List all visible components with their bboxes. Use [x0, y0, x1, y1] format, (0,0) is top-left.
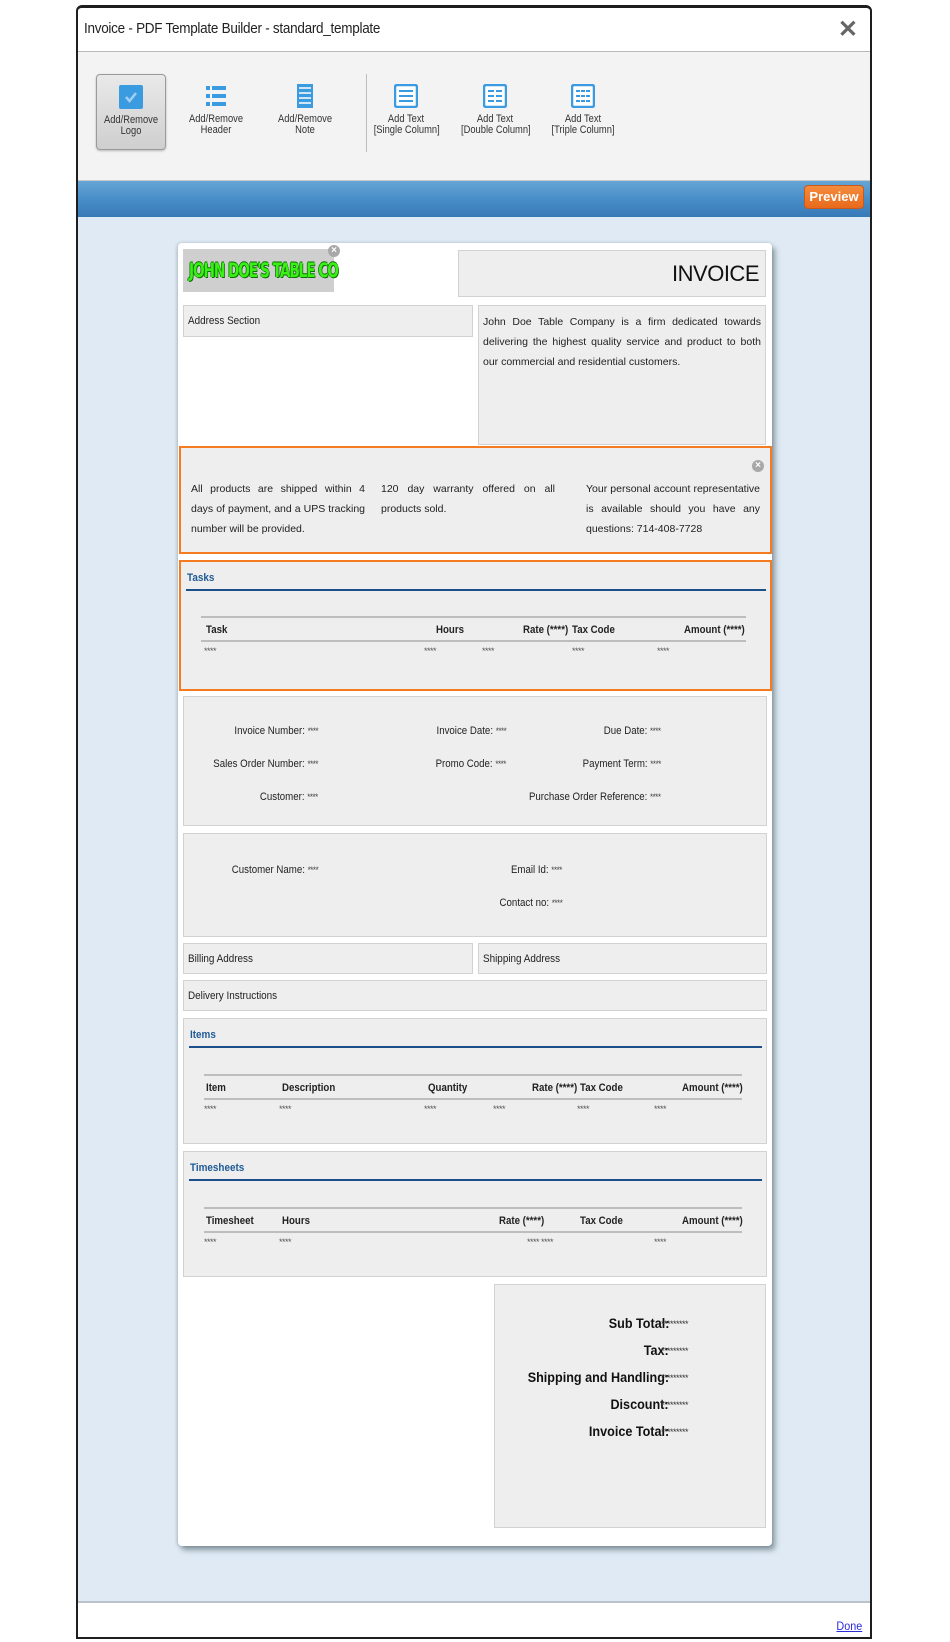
- totals-block[interactable]: [494, 1284, 766, 1528]
- remove-logo-icon[interactable]: ×: [328, 245, 340, 257]
- cell: ****: [482, 646, 495, 656]
- field-purchase-order-reference: Purchase Order Reference: ****: [529, 791, 661, 803]
- remove-note-icon[interactable]: ×: [752, 460, 764, 472]
- table-top-rule: [204, 1207, 742, 1209]
- toolbar-separator: [366, 74, 367, 152]
- add-remove-header-button[interactable]: [181, 74, 251, 150]
- single-column-icon: [394, 84, 418, 108]
- tool-label: Add/Remove: [188, 113, 244, 125]
- action-bar: [78, 181, 870, 217]
- col-header-rate: Rate (****): [532, 1082, 578, 1094]
- tool-label: Add Text: [476, 113, 514, 125]
- total-value-discount: *********: [661, 1400, 689, 1410]
- table-top-rule: [204, 1074, 742, 1076]
- timesheets-block[interactable]: [183, 1151, 767, 1277]
- col-header-amount: Amount (****): [682, 1082, 743, 1094]
- total-label-discount: Discount:: [610, 1396, 669, 1412]
- address-section[interactable]: [183, 305, 473, 337]
- section-rule: [189, 1046, 762, 1048]
- col-header-quantity: Quantity: [428, 1082, 468, 1094]
- col-header-item: Item: [206, 1082, 226, 1094]
- field-customer: Customer: ****: [260, 791, 318, 803]
- timesheets-title: Timesheets: [190, 1162, 245, 1174]
- col-header-description: Description: [282, 1082, 336, 1094]
- cell: ****: [204, 1104, 217, 1114]
- field-customer-name: Customer Name: ****: [231, 864, 318, 876]
- done-link[interactable]: Done: [836, 1619, 863, 1633]
- table-header-rule: [204, 1098, 742, 1100]
- add-text-triple-column-button[interactable]: [543, 74, 623, 150]
- preview-button[interactable]: Preview: [804, 185, 864, 209]
- total-value-tax: *********: [661, 1346, 689, 1356]
- note-icon: [293, 84, 317, 108]
- cell: **** ****: [527, 1237, 554, 1247]
- add-remove-logo-button[interactable]: [96, 74, 166, 150]
- field-invoice-date: Invoice Date: ****: [436, 725, 506, 737]
- col-header-tax-code: Tax Code: [580, 1082, 623, 1094]
- cell: ****: [204, 646, 217, 656]
- about-text: John Doe Table Company is a firm dedicated towards delivering the highest quality service and product to both our commercial and residential customers.: [483, 316, 761, 368]
- billing-address-label: Billing Address: [188, 953, 253, 965]
- col-header-tax-code: Tax Code: [572, 624, 615, 636]
- invoice-page: [178, 243, 772, 1546]
- delivery-instructions-label: Delivery Instructions: [188, 990, 278, 1002]
- col-header-hours: Hours: [436, 624, 464, 636]
- total-value-sub-total: *********: [661, 1319, 689, 1329]
- add-remove-note-button[interactable]: [270, 74, 340, 150]
- address-section-label: Address Section: [188, 315, 261, 327]
- field-due-date: Due Date: ****: [604, 725, 661, 737]
- field-email-id: Email Id: ****: [511, 864, 562, 876]
- add-text-single-column-button[interactable]: [368, 74, 444, 150]
- col-header-rate: Rate (****): [523, 624, 569, 636]
- tasks-title: Tasks: [187, 572, 215, 584]
- col-header-hours: Hours: [282, 1215, 310, 1227]
- delivery-instructions-block[interactable]: [183, 980, 767, 1011]
- items-title: Items: [190, 1029, 216, 1041]
- billing-address-block[interactable]: [183, 943, 473, 974]
- tool-label: Add Text: [387, 113, 425, 125]
- cell: ****: [654, 1104, 667, 1114]
- close-icon[interactable]: ✕: [837, 16, 858, 43]
- cell: ****: [204, 1237, 217, 1247]
- section-rule: [189, 1179, 762, 1181]
- tool-label: Add/Remove: [103, 114, 159, 126]
- col-header-rate: Rate (****): [499, 1215, 545, 1227]
- field-sales-order-number: Sales Order Number: ****: [213, 758, 318, 770]
- add-text-double-column-button[interactable]: [455, 74, 535, 150]
- note-column-3: Your personal account representative is available should you have any questions: 714-408-7728: [586, 483, 760, 535]
- pdf-template-builder-dialog: [76, 5, 872, 1639]
- checkbox-checked-icon: [119, 85, 143, 109]
- cell: ****: [279, 1104, 292, 1114]
- tasks-block[interactable]: [179, 560, 772, 691]
- header-block[interactable]: [458, 250, 766, 297]
- logo-block[interactable]: [183, 249, 338, 292]
- total-label-shipping-handling: Shipping and Handling:: [527, 1369, 669, 1385]
- tool-label: Header: [200, 124, 232, 136]
- cell: ****: [279, 1237, 292, 1247]
- invoice-title: INVOICE: [672, 261, 759, 286]
- col-header-amount: Amount (****): [684, 624, 745, 636]
- dialog-title: Invoice - PDF Template Builder - standard_template: [84, 20, 381, 37]
- tool-label: [Double Column]: [461, 124, 531, 136]
- cell: ****: [657, 646, 670, 656]
- title-bar: [78, 8, 870, 52]
- tool-label: Add/Remove: [277, 113, 333, 125]
- total-label-sub-total: Sub Total:: [608, 1315, 669, 1331]
- total-label-tax: Tax:: [644, 1342, 669, 1358]
- cell: ****: [577, 1104, 590, 1114]
- field-payment-term: Payment Term: ****: [582, 758, 661, 770]
- tool-label: [Triple Column]: [551, 124, 615, 136]
- dialog-footer: [78, 1603, 870, 1637]
- total-label-invoice-total: Invoice Total:: [588, 1423, 669, 1439]
- cell: ****: [654, 1237, 667, 1247]
- cell: ****: [572, 646, 585, 656]
- table-top-rule: [201, 616, 746, 618]
- company-logo: JOHN DOE'S TABLE CO: [189, 259, 338, 283]
- template-canvas: [78, 217, 870, 1603]
- col-header-amount: Amount (****): [682, 1215, 743, 1227]
- field-invoice-number: Invoice Number: ****: [234, 725, 318, 737]
- col-header-tax-code: Tax Code: [580, 1215, 623, 1227]
- total-value-invoice-total: *********: [661, 1427, 689, 1437]
- table-header-rule: [201, 640, 746, 642]
- items-block[interactable]: [183, 1018, 767, 1144]
- cell: ****: [493, 1104, 506, 1114]
- double-column-icon: [483, 84, 507, 108]
- field-contact-no: Contact no: ****: [499, 897, 562, 909]
- tool-label: Logo: [120, 125, 142, 137]
- tool-label: [Single Column]: [373, 124, 440, 136]
- cell: ****: [424, 646, 437, 656]
- invoice-info-block[interactable]: [183, 696, 767, 826]
- about-text-block[interactable]: [478, 305, 766, 445]
- col-header-task: Task: [206, 624, 228, 636]
- tool-label: Add Text: [564, 113, 602, 125]
- customer-info-block[interactable]: [183, 833, 767, 937]
- total-value-shipping-handling: *********: [661, 1373, 689, 1383]
- shipping-address-label: Shipping Address: [483, 953, 561, 965]
- col-header-timesheet: Timesheet: [206, 1215, 254, 1227]
- table-header-rule: [204, 1231, 742, 1233]
- shipping-address-block[interactable]: [478, 943, 767, 974]
- note-column-2: 120 day warranty offered on all products sold.: [381, 483, 555, 515]
- field-promo-code: Promo Code: ****: [435, 758, 506, 770]
- note-column-1: All products are shipped within 4 days of payment, and a UPS tracking number will be provided.: [191, 483, 365, 535]
- triple-column-icon: [571, 84, 595, 108]
- tool-label: Note: [295, 124, 315, 136]
- note-block[interactable]: [179, 446, 772, 554]
- cell: ****: [424, 1104, 437, 1114]
- section-rule: [186, 589, 766, 591]
- list-icon: [204, 84, 228, 108]
- toolbar: [78, 52, 870, 181]
